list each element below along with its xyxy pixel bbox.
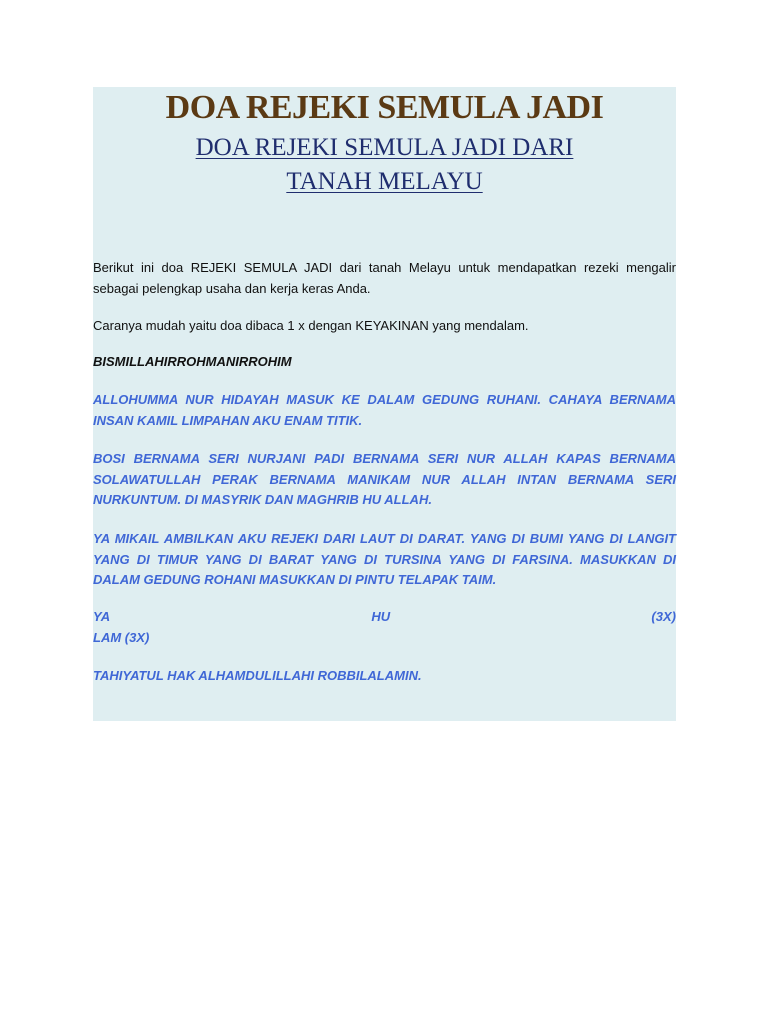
three-x-text: (3X) [651,609,676,624]
subtitle-line-1: DOA REJEKI SEMULA JADI DARI [195,134,574,161]
page-subtitle [93,131,676,199]
ya-text: YA [93,609,111,624]
page-title: DOA REJEKI SEMULA JADI [165,89,604,126]
ya-hu-line [93,607,676,627]
document-page [93,87,676,721]
hu-text: HU [371,609,391,624]
closing-line: TAHIYATUL HAK ALHAMDULILLAHI ROBBILALAMIN. [93,668,422,683]
bismillah-line: BISMILLAHIRROHMANIRROHIM [93,354,292,369]
instruction-paragraph: Caranya mudah yaitu doa dibaca 1 x dengan KEYAKINAN yang mendalam. [93,318,529,333]
doa-paragraph-2: BOSI BERNAMA SERI NURJANI PADI BERNAMA SERI NUR ALLAH KAPAS BERNAMA SOLAWATULLAH PERAK BERNAMA MANIKAM NUR ALLAH INTAN BERNAMA SERI NURKUNTUM. DI MASYRIK DAN MAGHRIB HU ALLAH. [93,451,676,507]
subtitle-line-2: TANAH MELAYU [286,168,483,195]
lam-line: LAM (3X) [93,630,150,645]
doa-paragraph-1: ALLOHUMMA NUR HIDAYAH MASUK KE DALAM GEDUNG RUHANI. CAHAYA BERNAMA INSAN KAMIL LIMPAHAN AKU ENAM TITIK. [93,392,676,428]
intro-paragraph: Berikut ini doa REJEKI SEMULA JADI dari tanah Melayu untuk mendapatkan rezeki mengalir sebagai pelengkap usaha dan kerja keras Anda. [93,260,676,296]
doa-paragraph-3: YA MIKAIL AMBILKAN AKU REJEKI DARI LAUT DI DARAT. YANG DI BUMI YANG DI LANGIT YANG DI TIMUR YANG DI BARAT YANG DI TURSINA YANG DI FARSINA. MASUKKAN DI DALAM GEDUNG ROHANI MASUKKAN DI PINTU TELAPAK TAIM. [93,531,676,587]
